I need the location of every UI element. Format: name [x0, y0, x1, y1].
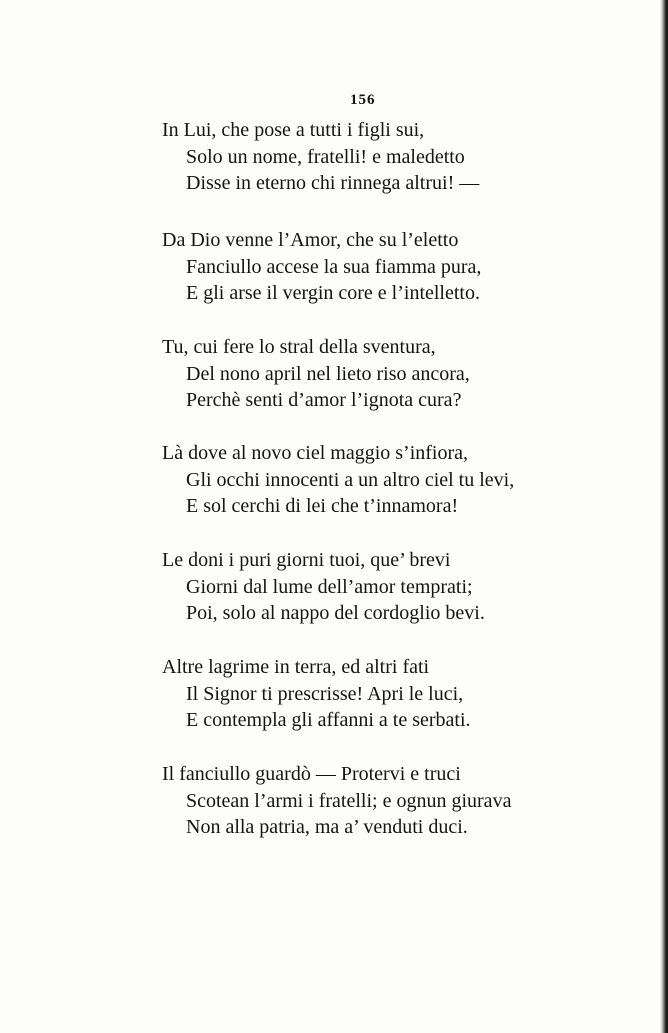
verse-line: Fanciullo accese la sua fiamma pura, — [186, 255, 482, 278]
verse-line: Solo un nome, fratelli! e maledetto — [186, 145, 465, 168]
verse-line: Le doni i puri giorni tuoi, que’ brevi — [162, 549, 451, 571]
verse-line: Tu, cui fere lo stral della sventura, — [162, 336, 436, 358]
verse-line: Là dove al novo ciel maggio s’infiora, — [162, 442, 469, 464]
verse-line: Perchè senti d’amor l’ignota cura? — [186, 389, 462, 411]
stanza-5 — [162, 547, 485, 627]
verse-line: Disse in eterno chi rinnega altrui! — — [186, 172, 480, 194]
verse-line: Il Signor ti prescrisse! Apri le luci, — [186, 682, 464, 705]
verse-line: Del nono april nel lieto riso ancora, — [186, 362, 470, 385]
stanza-4 — [162, 440, 514, 520]
verse-line: Non alla patria, ma a’ venduti duci. — [186, 816, 468, 838]
verse-line: Da Dio venne l’Amor, che su l’eletto — [162, 229, 459, 251]
verse-line: Gli occhi innocenti a un altro ciel tu levi, — [186, 468, 515, 491]
page-binding-edge — [660, 0, 668, 1033]
stanza-2 — [162, 227, 481, 307]
verse-line: Giorni dal lume dell’amor temprati; — [186, 575, 473, 598]
verse-line: Altre lagrime in terra, ed altri fati — [162, 656, 430, 678]
page-number: 156 — [350, 92, 376, 108]
verse-line: Poi, solo al nappo del cordoglio bevi. — [186, 602, 485, 624]
verse-line: In Lui, che pose a tutti i figli sui, — [162, 119, 425, 141]
stanza-1 — [162, 117, 479, 197]
stanza-3 — [162, 334, 470, 414]
verse-line: E sol cerchi di lei che t’innamora! — [186, 495, 459, 517]
stanza-6 — [162, 654, 471, 734]
verse-line: E contempla gli affanni a te serbati. — [186, 709, 471, 731]
verse-line: Il fanciullo guardò — Protervi e truci — [162, 763, 461, 785]
stanza-7 — [162, 761, 511, 841]
verse-line: Scotean l’armi i fratelli; e ognun giurava — [186, 789, 512, 812]
verse-line: E gli arse il vergin core e l’intelletto. — [186, 282, 480, 304]
